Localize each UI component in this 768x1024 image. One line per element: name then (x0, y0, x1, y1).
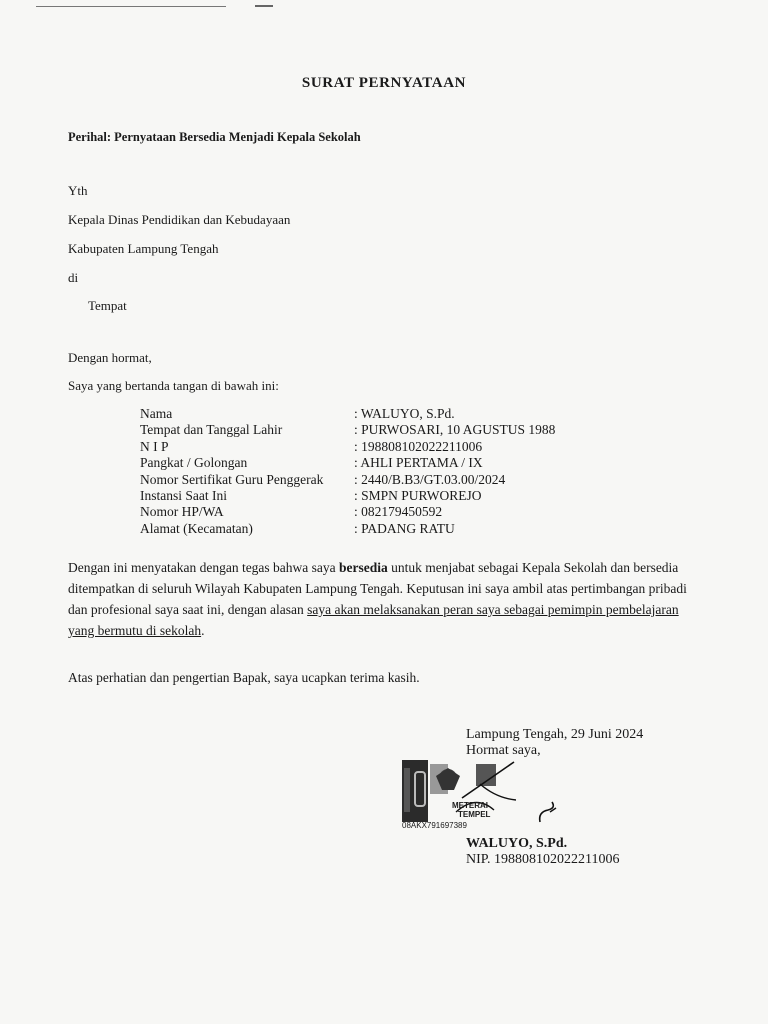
addressee-tempat: Tempat (88, 298, 127, 313)
field-value: : SMPN PURWOREJO (354, 488, 482, 504)
field-label: N I P (140, 438, 169, 454)
field-row (140, 488, 555, 504)
addressee-yth: Yth (68, 183, 88, 198)
revenue-stamp (396, 754, 516, 836)
statement-reason: saya akan melaksanakan peran saya sebagai pemimpin pembelajaran yang bermutu di sekolah (68, 602, 679, 638)
field-row (140, 472, 555, 488)
signer-nip: NIP. 198808102022211006 (466, 852, 620, 867)
field-value: : PADANG RATU (354, 520, 455, 536)
field-row (140, 406, 555, 422)
signature-stroke (540, 802, 554, 822)
stamp-label: TEMPEL (458, 810, 491, 819)
greeting: Dengan hormat, (68, 350, 152, 365)
field-value: : 2440/B.B3/GT.03.00/2024 (354, 471, 506, 487)
addressee-line1: Kepala Dinas Pendidikan dan Kebudayaan (68, 212, 291, 227)
field-label: Nomor Sertifikat Guru Penggerak (140, 471, 324, 487)
field-value: : 082179450592 (354, 504, 443, 520)
field-value: : PURWOSARI, 10 AGUSTUS 1988 (354, 422, 556, 438)
field-row (140, 422, 555, 438)
statement-text: untuk menjabat sebagai Kepala Sekolah dan bersedia ditempatkan di seluruh Wilayah Kabupaten Lampung Tengah. Keputusan ini saya ambil atas pertimbangan pribadi dan profesional saya saat ini, dengan alasan (68, 560, 687, 617)
intro-line: Saya yang bertanda tangan di bawah ini: (68, 378, 279, 393)
stamp-texture (404, 768, 410, 812)
field-label: Pangkat / Golongan (140, 455, 248, 471)
signature-flourish (536, 800, 564, 826)
statement-text: Dengan ini menyatakan dengan tegas bahwa saya (68, 560, 340, 575)
letter-title: SURAT PERNYATAAN (301, 75, 467, 91)
field-label: Alamat (Kecamatan) (140, 520, 253, 536)
addressee-di: di (68, 270, 79, 285)
field-label: Tempat dan Tanggal Lahir (140, 422, 283, 438)
signature-stroke (480, 784, 516, 800)
statement-end: . (201, 623, 205, 638)
scan-artifact-line (36, 6, 226, 7)
addressee-line2: Kabupaten Lampung Tengah (68, 241, 219, 256)
signer-name: WALUYO, S.Pd. (466, 836, 568, 851)
statement-paragraph (68, 557, 693, 641)
stamp-label: METERAI (452, 801, 488, 810)
field-row (140, 439, 555, 455)
closing-line: Atas perhatian dan pengertian Bapak, saya ucapkan terima kasih. (68, 670, 420, 685)
place-date: Lampung Tengah, 29 Juni 2024 (466, 727, 644, 742)
regards: Hormat saya, (466, 743, 541, 758)
field-label: Instansi Saat Ini (140, 488, 227, 504)
field-row (140, 455, 555, 471)
field-row (140, 521, 555, 537)
field-row (140, 504, 555, 520)
identity-fields (140, 406, 555, 537)
field-label: Nama (140, 406, 173, 421)
stamp-right-block (476, 764, 496, 786)
field-value: : WALUYO, S.Pd. (354, 406, 455, 421)
stamp-serial: 08AKX791697389 (402, 821, 467, 830)
scan-artifact-mark (255, 5, 273, 7)
subject-line: Perihal: Pernyataan Bersedia Menjadi Kepala Sekolah (68, 130, 361, 144)
field-value: : 198808102022211006 (354, 438, 483, 454)
statement-emphasis: bersedia (339, 560, 388, 575)
field-label: Nomor HP/WA (140, 504, 224, 520)
field-value: : AHLI PERTAMA / IX (354, 455, 483, 471)
